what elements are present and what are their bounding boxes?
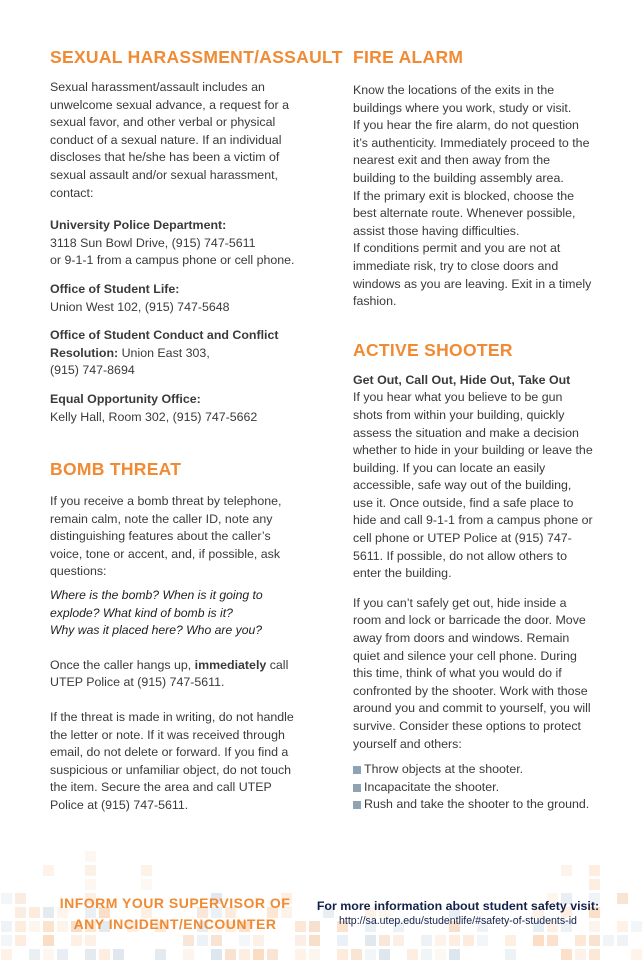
decorative-square (589, 879, 600, 890)
decorative-square (295, 949, 306, 960)
bomb-threat-heading: BOMB THREAT (50, 459, 182, 480)
decorative-square (211, 935, 222, 946)
student-conduct-label: Office of Student Conduct and Conflict Resolution: (50, 328, 279, 360)
sexual-harassment-heading: SEXUAL HARASSMENT/ASSAULT (50, 47, 343, 67)
decorative-square (393, 935, 404, 946)
fire-alarm-p4: If conditions permit and you are not at immediate risk, try to close doors and windows as you are leaving. Exit in a timely fashion. (353, 241, 592, 309)
decorative-square (43, 949, 54, 960)
question-line-2: explode? What kind of bomb is it? (50, 605, 233, 620)
decorative-square (295, 935, 306, 946)
decorative-square (239, 935, 250, 946)
university-police-address: 3118 Sun Bowl Drive, (915) 747-5611 (50, 235, 256, 250)
decorative-square (575, 935, 586, 946)
right-column (353, 47, 593, 814)
decorative-square (589, 949, 600, 960)
decorative-square (43, 935, 54, 946)
university-police-contact (50, 217, 302, 270)
decorative-square (85, 949, 96, 960)
active-shooter-heading: ACTIVE SHOOTER (353, 339, 513, 360)
decorative-square (1, 921, 12, 932)
decorative-square (435, 949, 446, 960)
decorative-square (379, 949, 390, 960)
decorative-square (435, 935, 446, 946)
equal-opportunity-contact (50, 391, 302, 426)
hangup-text-c: call UTEP Police at (915) 747-5611. (50, 657, 289, 690)
university-police-label: University Police Department: (50, 218, 227, 233)
decorative-square (29, 907, 40, 918)
decorative-square (267, 949, 278, 960)
bomb-threat-hangup (50, 657, 302, 692)
student-conduct-phone: (915) 747-8694 (50, 363, 135, 378)
inform-line-2: ANY INCIDENT/ENCOUNTER (73, 916, 277, 932)
decorative-square (379, 935, 390, 946)
active-shooter-p2: If you can’t safely get out, hide inside a room and lock or barricade the door. Move away from doors and windows. Remain quiet and silence your cell phone. During this time, think of what you would do if confronted by the shooter. Work with those around you and commit to yourself, you will survive. Consider these options to protect yourself and others: (353, 595, 591, 751)
student-life-address: Union West 102, (915) 747-5648 (50, 299, 230, 314)
decorative-square (85, 865, 96, 876)
decorative-square (351, 949, 362, 960)
list-item (353, 796, 593, 814)
decorative-square (449, 949, 460, 960)
decorative-square (1, 893, 12, 904)
decorative-square (99, 949, 110, 960)
decorative-square (57, 949, 68, 960)
decorative-square (603, 935, 614, 946)
square-bullet-icon (353, 784, 361, 792)
decorative-square (449, 935, 460, 946)
square-bullet-icon (353, 801, 361, 809)
decorative-square (29, 949, 40, 960)
decorative-square (85, 851, 96, 862)
question-line-3: Why was it placed here? Who are you? (50, 623, 263, 638)
university-police-alt: or 9-1-1 from a campus phone or cell phone. (50, 253, 295, 268)
hangup-text-a: Once the caller hangs up, (50, 657, 195, 672)
hangup-emphasis: immediately (194, 657, 267, 672)
decorative-square (631, 949, 642, 960)
decorative-square (631, 921, 642, 932)
inform-line-1: INFORM YOUR SUPERVISOR OF (59, 895, 291, 911)
decorative-square (547, 935, 558, 946)
decorative-square (43, 865, 54, 876)
bomb-threat-questions (50, 587, 302, 640)
question-line-1: Where is the bomb? When is it going to (50, 588, 263, 603)
student-conduct-address: Union East 303, (118, 345, 210, 360)
list-item (353, 779, 593, 797)
decorative-square (183, 949, 194, 960)
student-life-contact (50, 281, 302, 316)
decorative-square (71, 935, 82, 946)
decorative-square (617, 893, 628, 904)
decorative-square (155, 949, 166, 960)
bomb-threat-phone-instructions: If you receive a bomb threat by telephone, remain calm, note the caller ID, note any distinguishing features about the caller’s voice, tone or accent, and, if possible, ask questions: (50, 494, 282, 579)
decorative-square (15, 893, 26, 904)
equal-opportunity-address: Kelly Hall, Room 302, (915) 747-5662 (50, 409, 258, 424)
decorative-square (15, 935, 26, 946)
decorative-square (253, 949, 264, 960)
decorative-square (85, 935, 96, 946)
decorative-square (1, 935, 12, 946)
option-3: Rush and take the shooter to the ground. (364, 797, 590, 812)
active-shooter-p1: If you hear what you believe to be gun shots from within your building, quickly assess the situation and make a decision whether to hide in your building or leave the building. If you can locate an easily accessible, safe way out of the building, use it. Once outside, find a safe place to hide and call 9-1-1 from a campus phone or cell phone or UTEP Police at (915) 747-5611. If possible, do not allow others to enter the building. (353, 390, 593, 581)
decorative-square (225, 949, 236, 960)
decorative-square (309, 949, 320, 960)
decorative-square (617, 935, 628, 946)
decorative-square (211, 949, 222, 960)
decorative-square (253, 935, 264, 946)
decorative-square (589, 865, 600, 876)
equal-opportunity-label: Equal Opportunity Office: (50, 391, 201, 406)
student-conduct-contact (50, 327, 302, 380)
more-info-url[interactable]: http://sa.utep.edu/studentlife/#safety-of-students-id (339, 915, 577, 927)
bomb-threat-written: If the threat is made in writing, do not handle the letter or note. If it was received through email, do not delete or forward. If you find a suspicious or unfamiliar object, do not touch the item. Secure the area and call UTEP Police at (915) 747-5611. (50, 710, 294, 812)
decorative-square (421, 935, 432, 946)
decorative-square (505, 949, 516, 960)
decorative-square (505, 935, 516, 946)
decorative-square (337, 949, 348, 960)
list-item (353, 761, 593, 779)
decorative-square (463, 935, 474, 946)
decorative-square (561, 949, 572, 960)
decorative-square (365, 949, 376, 960)
fire-alarm-p1: Know the locations of the exits in the buildings where you work, study or visit. (353, 83, 572, 115)
option-2: Incapacitate the shooter. (364, 779, 500, 794)
decorative-square (421, 949, 432, 960)
decorative-square (561, 865, 572, 876)
student-life-label: Office of Student Life: (50, 281, 180, 296)
decorative-square (589, 935, 600, 946)
decorative-square (617, 921, 628, 932)
fire-alarm-p3: If the primary exit is blocked, choose the best alternate route. Whenever possible, assist those having difficulties. (353, 188, 576, 238)
option-1: Throw objects at the shooter. (364, 762, 524, 777)
decorative-square (15, 907, 26, 918)
more-info-text: For more information about student safety visit: (316, 899, 600, 913)
active-shooter-subtitle-text: Get Out, Call Out, Hide Out, Take Out (353, 372, 571, 387)
more-info-block (308, 898, 608, 929)
decorative-square (407, 949, 418, 960)
decorative-square (141, 879, 152, 890)
decorative-square (365, 935, 376, 946)
decorative-square (15, 921, 26, 932)
decorative-square (533, 935, 544, 946)
decorative-square (337, 935, 348, 946)
decorative-square (239, 949, 250, 960)
inform-supervisor-banner (45, 893, 305, 935)
decorative-square (575, 949, 586, 960)
decorative-square (113, 949, 124, 960)
fire-alarm-p2: If you hear the fire alarm, do not question it’s authenticity. Immediately proceed to the nearest exit and then away from the building to the building assembly area. (353, 118, 590, 185)
decorative-square (183, 935, 194, 946)
shooter-options-list (353, 761, 593, 814)
square-bullet-icon (353, 766, 361, 774)
fire-alarm-heading: FIRE ALARM (353, 47, 464, 67)
decorative-square (141, 865, 152, 876)
decorative-square (309, 935, 320, 946)
decorative-square (29, 921, 40, 932)
decorative-square (197, 935, 208, 946)
left-column (50, 47, 343, 826)
decorative-square (85, 879, 96, 890)
sexual-harassment-intro: Sexual harassment/assault includes an unwelcome sexual advance, a request for a sexual favor, and other verbal or physical conduct of a sexual nature. If an individual discloses that he/she has been a victim of sexual assault and/or sexual harassment, contact: (50, 80, 290, 200)
decorative-square (477, 935, 488, 946)
decorative-square (1, 949, 12, 960)
active-shooter-subtitle (353, 372, 593, 390)
